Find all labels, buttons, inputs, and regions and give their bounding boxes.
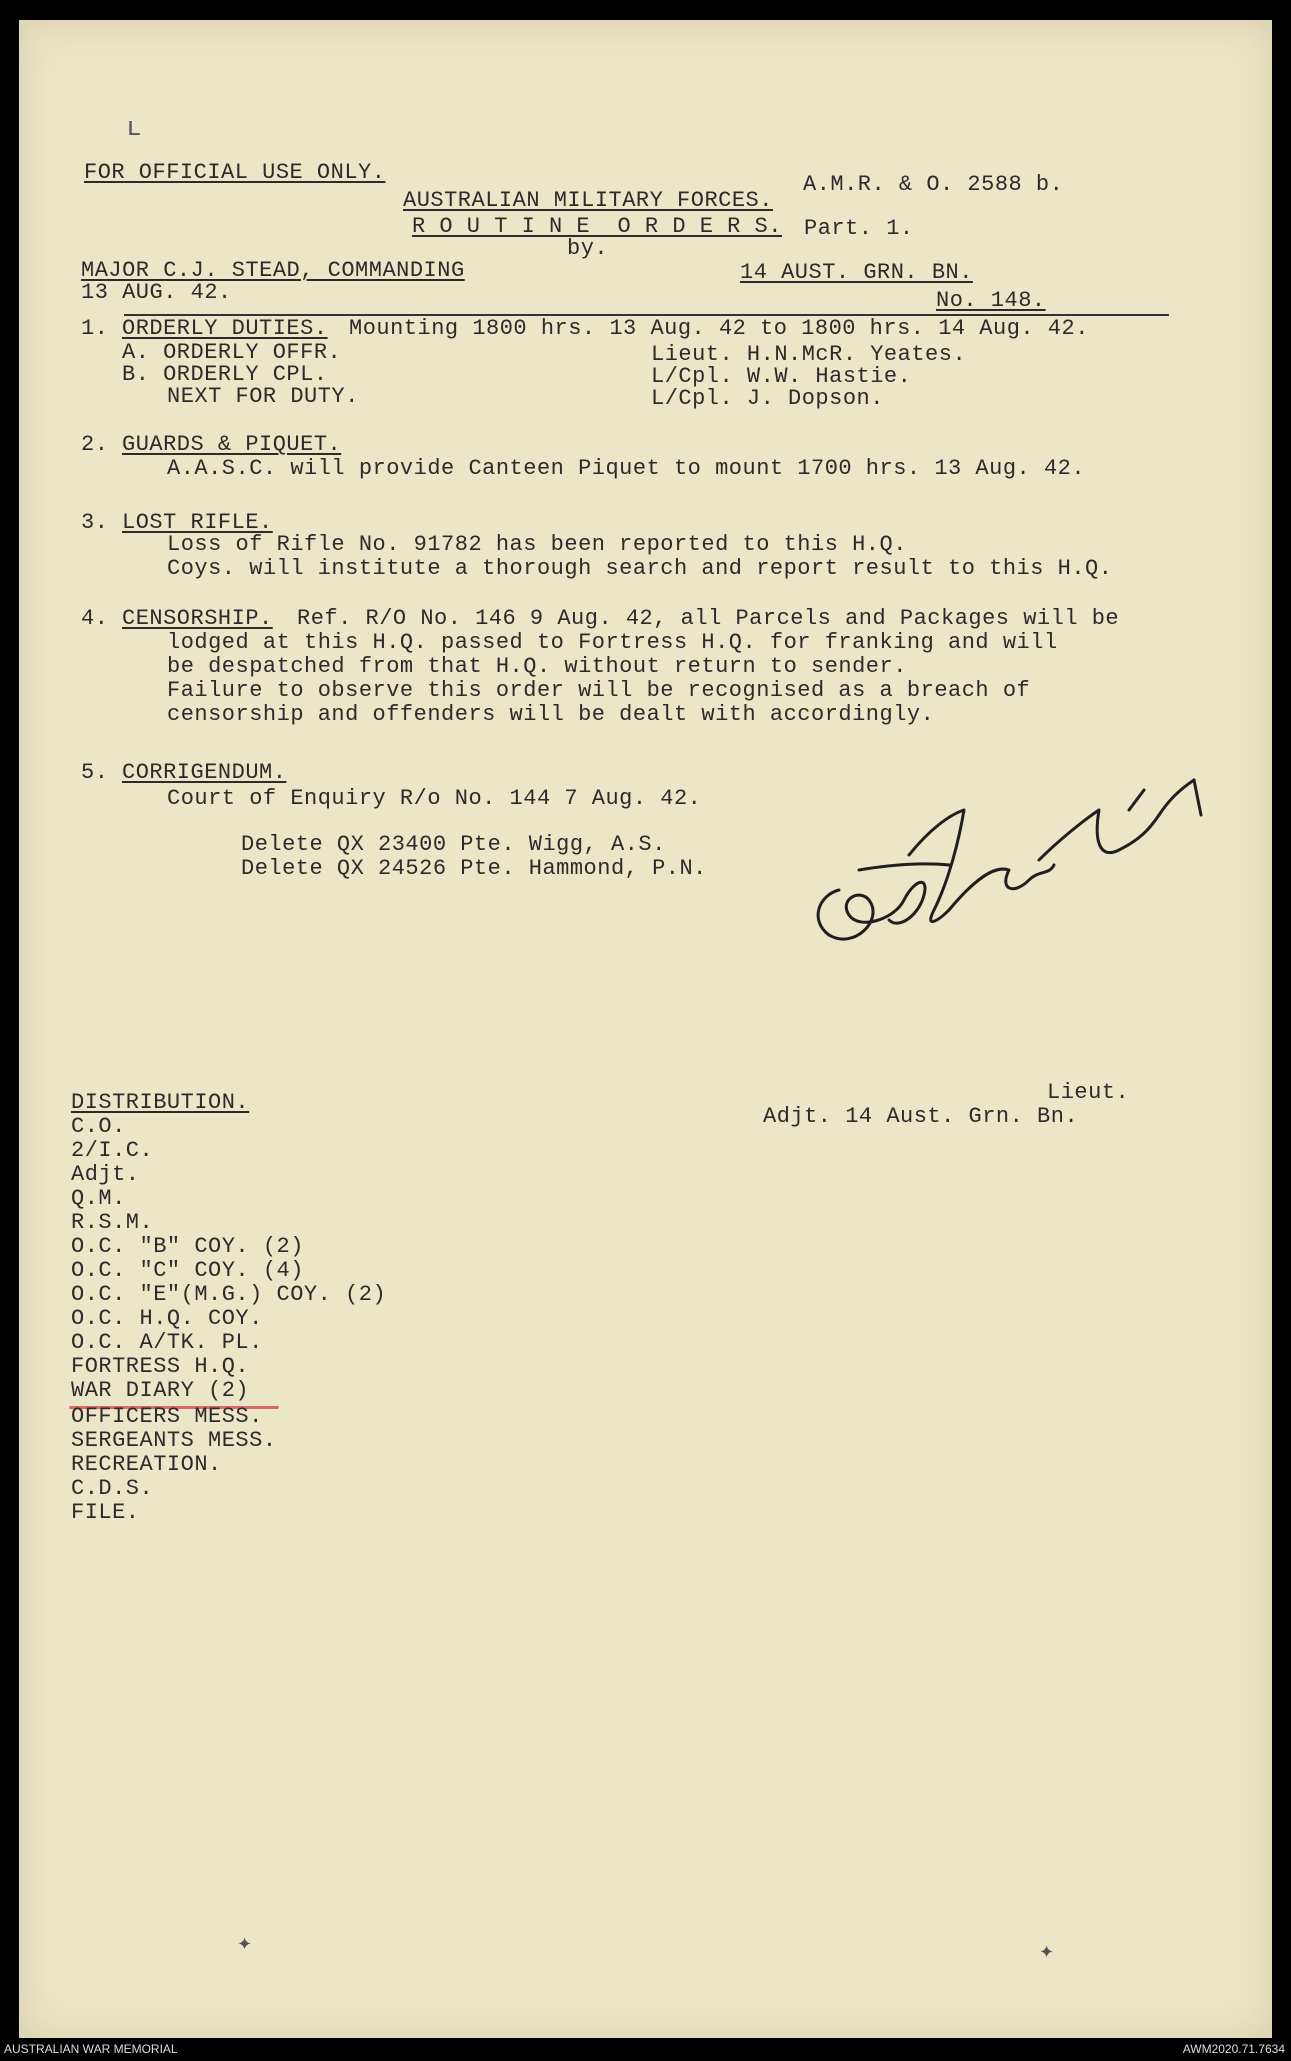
reference-number: A.M.R. & O. 2588 b.: [803, 172, 1064, 197]
item-3-title: LOST RIFLE.: [122, 510, 273, 535]
distribution-item: FORTRESS H.Q.: [71, 1354, 250, 1379]
item-2-line: A.A.S.C. will provide Canteen Piquet to mount 1700 hrs. 13 Aug. 42.: [167, 456, 1086, 481]
item-4-line: Failure to observe this order will be recognised as a breach of: [167, 678, 1031, 703]
distribution-item: Q.M.: [71, 1186, 126, 1211]
order-date: 13 AUG. 42.: [81, 280, 232, 305]
unit-name: 14 AUST. GRN. BN.: [740, 260, 973, 285]
distribution-item: SERGEANTS MESS.: [71, 1428, 277, 1453]
item-1-row-value: Lieut. H.N.McR. Yeates.: [651, 342, 967, 367]
item-3-line: Coys. will institute a thorough search and report result to this H.Q.: [167, 556, 1113, 581]
item-5-delete: Delete QX 23400 Pte. Wigg, A.S.: [241, 832, 666, 857]
distribution-heading: DISTRIBUTION.: [71, 1090, 250, 1115]
item-1-row-label: A. ORDERLY OFFR.: [122, 340, 342, 365]
distribution-item: O.C. A/TK. PL.: [71, 1330, 263, 1355]
item-3-number: 3.: [81, 510, 109, 535]
item-3-line: Loss of Rifle No. 91782 has been reported to this H.Q.: [167, 532, 907, 557]
distribution-item: O.C. "C" COY. (4): [71, 1258, 304, 1283]
punch-hole-mark: ✦: [237, 1934, 253, 1955]
item-4-title: CENSORSHIP.: [122, 606, 273, 631]
item-4-line: lodged at this H.Q. passed to Fortress H.Q. for franking and will: [167, 630, 1058, 655]
signature-rank: Lieut.: [1047, 1080, 1130, 1105]
item-4-number: 4.: [81, 606, 109, 631]
distribution-item: R.S.M.: [71, 1210, 154, 1235]
distribution-item: O.C. H.Q. COY.: [71, 1306, 263, 1331]
footer-credit: AUSTRALIAN WAR MEMORIAL: [4, 2042, 178, 2056]
distribution-item: OFFICERS MESS.: [71, 1404, 263, 1429]
item-5-delete: Delete QX 24526 Pte. Hammond, P.N.: [241, 856, 707, 881]
item-1-text: Mounting 1800 hrs. 13 Aug. 42 to 1800 hrs. 14 Aug. 42.: [349, 316, 1089, 341]
item-1-row-label: B. ORDERLY CPL.: [122, 362, 328, 387]
distribution-item: FILE.: [71, 1500, 140, 1525]
footer-catalogue-number: AWM2020.71.7634: [1182, 2042, 1285, 2056]
distribution-item: O.C. "E"(M.G.) COY. (2): [71, 1282, 387, 1307]
by-label: by.: [567, 236, 609, 261]
distribution-item: C.D.S.: [71, 1476, 154, 1501]
item-4-text: Ref. R/O No. 146 9 Aug. 42, all Parcels and Packages will be: [297, 606, 1120, 631]
commander-name: MAJOR C.J. STEAD, COMMANDING: [81, 258, 465, 283]
part-label: Part. 1.: [804, 216, 914, 241]
distribution-item: WAR DIARY (2): [71, 1378, 250, 1403]
force-title: AUSTRALIAN MILITARY FORCES.: [403, 188, 773, 213]
item-5-number: 5.: [81, 760, 109, 785]
distribution-item: O.C. "B" COY. (2): [71, 1234, 304, 1259]
signature-title: Adjt. 14 Aust. Grn. Bn.: [763, 1104, 1079, 1129]
item-1-number: 1.: [81, 316, 109, 341]
item-4-line: censorship and offenders will be dealt with accordingly.: [167, 702, 935, 727]
item-1-title: ORDERLY DUTIES.: [122, 316, 328, 341]
item-5-title: CORRIGENDUM.: [122, 760, 287, 785]
punch-hole-mark: ✦: [1039, 1942, 1055, 1963]
item-1-row-value: L/Cpl. J. Dopson.: [651, 386, 884, 411]
item-1-row-value: L/Cpl. W.W. Hastie.: [651, 364, 912, 389]
distribution-item: 2/I.C.: [71, 1138, 154, 1163]
distribution-item: Adjt.: [71, 1162, 140, 1187]
item-1-row-label: NEXT FOR DUTY.: [167, 384, 359, 409]
item-5-line: Court of Enquiry R/o No. 144 7 Aug. 42.: [167, 786, 702, 811]
handwritten-signature: [799, 770, 1219, 970]
pencil-tick-mark: ʟ: [127, 112, 141, 142]
order-number: No. 148.: [936, 288, 1046, 313]
document-page: [19, 20, 1272, 2038]
item-2-title: GUARDS & PIQUET.: [122, 432, 342, 457]
orders-title: R O U T I N E O R D E R S.: [412, 214, 782, 239]
item-4-line: be despatched from that H.Q. without return to sender.: [167, 654, 907, 679]
official-use-label: FOR OFFICIAL USE ONLY.: [84, 160, 386, 185]
distribution-item: C.O.: [71, 1114, 126, 1139]
distribution-item: RECREATION.: [71, 1452, 222, 1477]
item-2-number: 2.: [81, 432, 109, 457]
